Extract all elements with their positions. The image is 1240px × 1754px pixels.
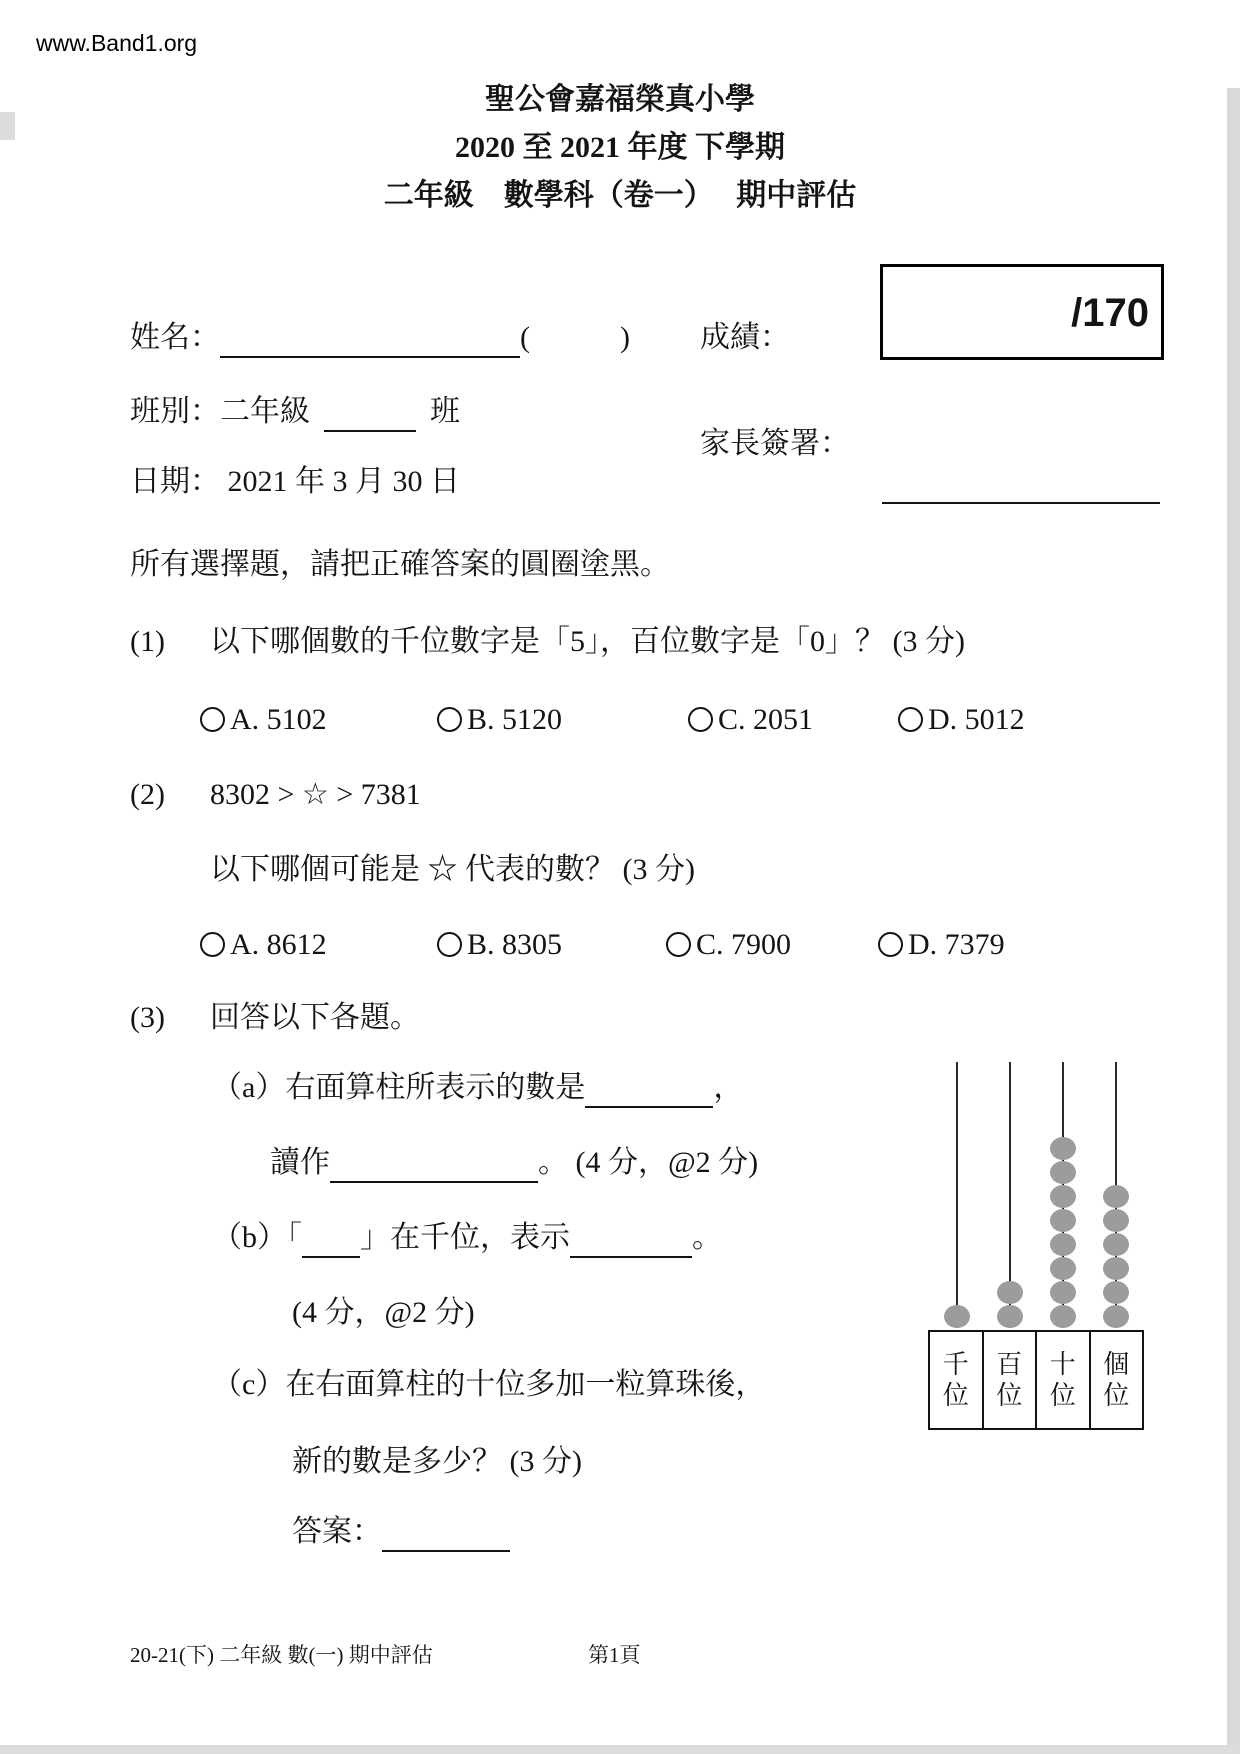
q1-option-c — [688, 700, 813, 740]
answer-bubble-icon — [437, 932, 462, 957]
abacus-figure — [928, 1062, 1144, 1430]
class-blank — [324, 396, 416, 432]
footer-left: 20-21(下) 二年級 數(一) 期中評估 — [130, 1643, 433, 1667]
q2-option-c — [666, 925, 791, 965]
q1-option-d — [898, 700, 1025, 740]
abacus-bead — [1103, 1305, 1129, 1328]
abacus-bead — [1050, 1185, 1076, 1208]
paper-title: 二年級 數學科（卷一） 期中評估 — [383, 179, 857, 212]
scan-edge-right — [1227, 88, 1240, 1754]
q3b-part2: 」在千位，表示 — [360, 1221, 570, 1254]
abacus-label-char: 十 — [1049, 1350, 1076, 1379]
abacus-label-char: 位 — [942, 1381, 969, 1410]
score-label: 成績： — [700, 321, 790, 354]
q2-option-b — [437, 925, 562, 965]
abacus-label-char: 位 — [1103, 1381, 1130, 1410]
footer-page-number: 第1頁 — [588, 1643, 641, 1667]
answer-bubble-icon — [666, 932, 691, 957]
q2-option-d — [878, 925, 1005, 965]
abacus-bead — [1103, 1257, 1129, 1280]
name-blank — [220, 322, 520, 358]
q3c-text1: 在右面算柱的十位多加一粒算珠後， — [285, 1368, 766, 1401]
abacus-bead — [1050, 1209, 1076, 1232]
abacus-bead — [1050, 1137, 1076, 1160]
q2-option-a-label: A. 8612 — [230, 928, 327, 961]
q3a-line2 — [270, 1143, 758, 1183]
answer-bubble-icon — [878, 932, 903, 957]
abacus-label-char: 位 — [996, 1381, 1023, 1410]
q1-option-a — [200, 700, 327, 740]
q2-expression: 8302 > ☆ > 7381 — [210, 778, 421, 811]
abacus-label-tens — [1035, 1332, 1089, 1428]
q2-option-a — [200, 925, 327, 965]
q3b-blank1 — [302, 1222, 360, 1258]
q3a-part3: 。 (4 分，@2 分) — [538, 1146, 759, 1179]
abacus-label-box — [928, 1330, 1144, 1430]
q3-text: 回答以下各題。 — [210, 1001, 420, 1034]
abacus-label-char: 千 — [942, 1350, 969, 1379]
abacus-label-hundreds — [982, 1332, 1036, 1428]
abacus-beads-thousands — [944, 1304, 970, 1328]
q3c-line2: 新的數是多少？ (3 分) — [292, 1445, 582, 1478]
abacus-bead — [944, 1305, 970, 1328]
q3a-part1: 右面算柱所表示的數是 — [285, 1071, 586, 1104]
abacus-label-char: 個 — [1103, 1350, 1130, 1379]
abacus-label-char: 百 — [996, 1350, 1023, 1379]
scan-edge-bottom — [0, 1745, 1240, 1754]
class-unit: 班 — [430, 395, 460, 428]
answer-bubble-icon — [200, 707, 225, 732]
q3a-blank1 — [585, 1072, 713, 1108]
abacus-bead — [1050, 1281, 1076, 1304]
abacus-bead — [1103, 1185, 1129, 1208]
q1-option-c-label: C. 2051 — [718, 703, 814, 736]
answer-bubble-icon — [688, 707, 713, 732]
q3c-answer-row — [292, 1512, 510, 1552]
abacus-bead — [1050, 1233, 1076, 1256]
q3b-marks: (4 分，@2 分) — [292, 1296, 475, 1329]
score-value: /170 — [1071, 291, 1149, 335]
q3b-part3: 。 — [692, 1221, 722, 1254]
abacus-beads-tens — [1050, 1136, 1076, 1328]
class-label: 班別：二年級 — [130, 395, 310, 428]
abacus-rod-thousands — [956, 1062, 958, 1328]
q3a-line1 — [212, 1068, 743, 1108]
q2-option-d-label: D. 7379 — [908, 928, 1005, 961]
abacus-bead — [1050, 1257, 1076, 1280]
q3a-label: （a） — [212, 1071, 286, 1104]
class-row — [130, 392, 460, 432]
answer-bubble-icon — [437, 707, 462, 732]
abacus-label-thousands — [930, 1332, 982, 1428]
q3c-answer-label: 答案： — [292, 1515, 382, 1548]
q2-number: (2) — [130, 778, 165, 811]
watermark: www.Band1.org — [36, 30, 198, 56]
answer-bubble-icon — [898, 707, 923, 732]
q3c-line1 — [212, 1365, 765, 1405]
abacus-label-char: 位 — [1049, 1381, 1076, 1410]
q3a-part2: 讀作 — [270, 1146, 330, 1179]
q2-text: 以下哪個可能是 ☆ 代表的數？ (3 分) — [210, 853, 695, 886]
class-number-paren: ( ) — [520, 321, 630, 354]
q3a-comma: ， — [713, 1071, 744, 1104]
q3b-part1: 「 — [287, 1221, 302, 1254]
q2-option-b-label: B. 8305 — [467, 928, 563, 961]
abacus-label-ones — [1089, 1332, 1143, 1428]
abacus-beads-ones — [1103, 1184, 1129, 1328]
abacus-bead — [1103, 1233, 1129, 1256]
q3b-line1 — [212, 1218, 722, 1258]
q1-number: (1) — [130, 625, 165, 658]
q3c-answer-blank — [382, 1516, 510, 1552]
q1-option-d-label: D. 5012 — [928, 703, 1025, 736]
q1-option-a-label: A. 5102 — [230, 703, 327, 736]
instruction: 所有選擇題，請把正確答案的圓圈塗黑。 — [130, 548, 670, 581]
name-label: 姓名： — [130, 321, 220, 354]
q2-option-c-label: C. 7900 — [696, 928, 792, 961]
q3-number: (3) — [130, 1001, 165, 1034]
q1-option-b-label: B. 5120 — [467, 703, 563, 736]
q3b-blank2 — [570, 1222, 692, 1258]
score-box — [880, 264, 1164, 360]
q3b-label: （b） — [212, 1221, 287, 1254]
parent-sign-label: 家長簽署： — [700, 427, 850, 460]
abacus-bead — [1103, 1281, 1129, 1304]
abacus-bead — [997, 1281, 1023, 1304]
q3c-label: （c） — [212, 1368, 286, 1401]
q1-text: 以下哪個數的千位數字是「5」，百位數字是「0」？ (3 分) — [210, 625, 965, 658]
q1-option-b — [437, 700, 562, 740]
abacus-bead — [1103, 1209, 1129, 1232]
abacus-bead — [1050, 1305, 1076, 1328]
q3a-blank2 — [330, 1147, 538, 1183]
date-label: 日期： 2021 年 3 月 30 日 — [130, 465, 460, 498]
parent-sign-line — [882, 468, 1160, 504]
name-row — [130, 318, 630, 358]
term-line: 2020 至 2021 年度 下學期 — [455, 131, 785, 164]
abacus-beads-hundreds — [997, 1280, 1023, 1328]
abacus-bead — [1050, 1161, 1076, 1184]
answer-bubble-icon — [200, 932, 225, 957]
school-name: 聖公會嘉福榮真小學 — [485, 83, 755, 116]
abacus-bead — [997, 1305, 1023, 1328]
